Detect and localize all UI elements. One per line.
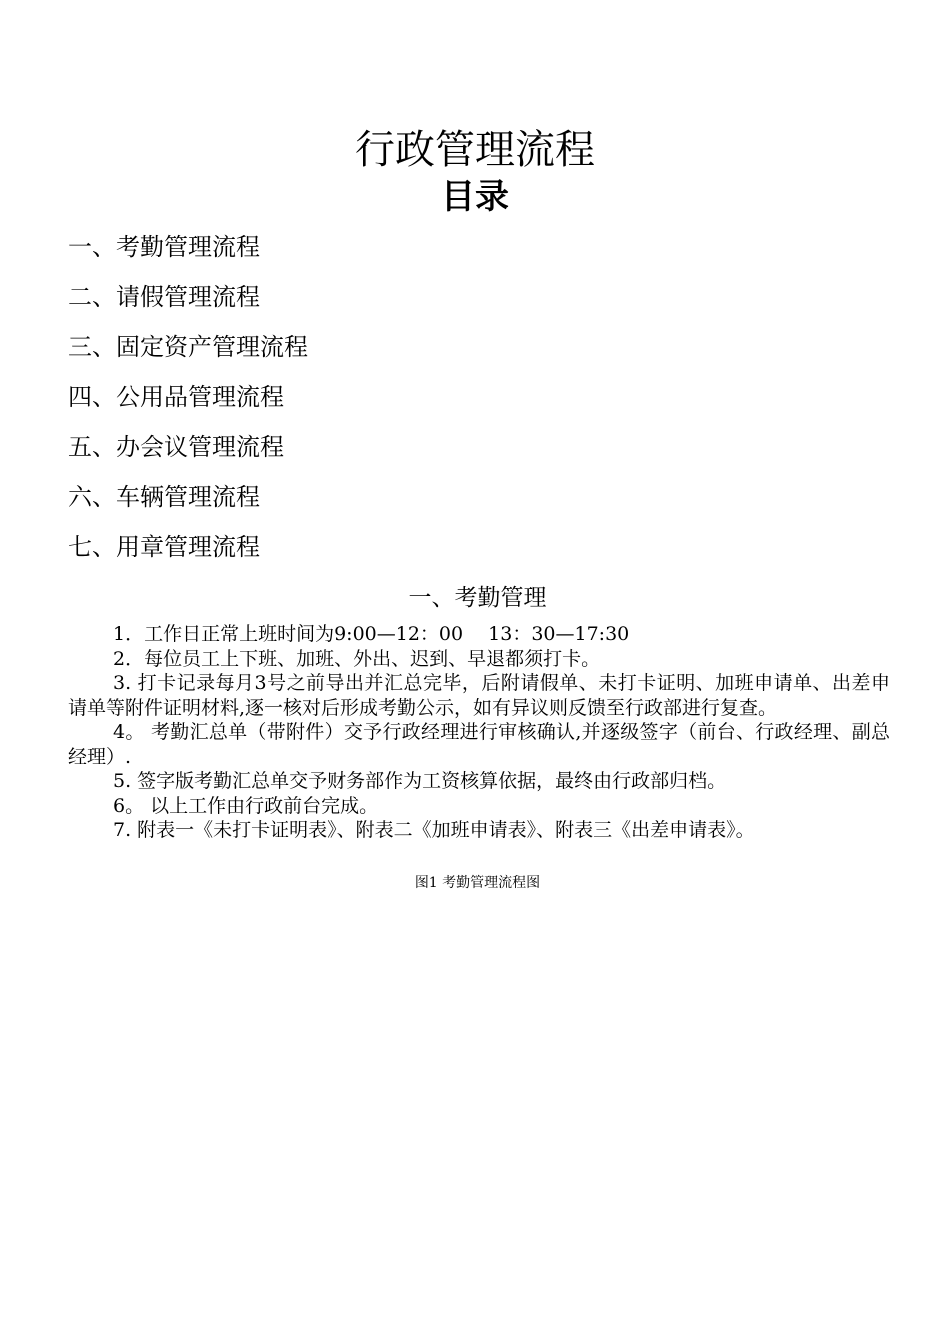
paragraph-5: 5. 签字版考勤汇总单交予财务部作为工资核算依据，最终由行政部归档。 [113,770,727,792]
toc-item-seals: 七、用章管理流程 [68,533,260,561]
toc-heading: 目录 [441,177,509,217]
toc-item-attendance: 一、考勤管理流程 [68,233,260,261]
paragraph-7: 7. 附表一《未打卡证明表》、附表二《加班申请表》、附表三《出差申请表》。 [113,819,755,841]
section-heading: 一、考勤管理 [408,585,547,611]
toc-item-office-supplies: 四、公用品管理流程 [68,383,284,411]
toc-item-vehicles: 六、车辆管理流程 [68,483,260,511]
paragraph-1: 1．工作日正常上班时间为9:00—12：00 13：30—17:30 [113,623,630,645]
paragraph-4: 4。 考勤汇总单（带附件）交予行政经理进行审核确认,并逐级签字（前台、行政经理、副总经理）. [68,721,890,768]
paragraph-2: 2．每位员工上下班、加班、外出、迟到、早退都须打卡。 [113,647,601,670]
paragraph-6: 6。 以上工作由行政前台完成。 [113,794,379,817]
toc-item-leave: 二、请假管理流程 [68,283,260,311]
table-of-contents [68,230,308,580]
paragraph-3: 3. 打卡记录每月3号之前导出并汇总完毕，后附请假单、未打卡证明、加班申请单、出差申请单等附件证明材料,逐一核对后形成考勤公示，如有异议则反馈至行政部进行复查。 [68,672,890,719]
figure-caption: 图1 考勤管理流程图 [414,875,541,891]
document-title: 行政管理流程 [355,127,595,173]
section-body [68,622,890,843]
toc-item-meetings: 五、办会议管理流程 [68,433,284,461]
toc-item-fixed-assets: 三、固定资产管理流程 [68,333,308,361]
